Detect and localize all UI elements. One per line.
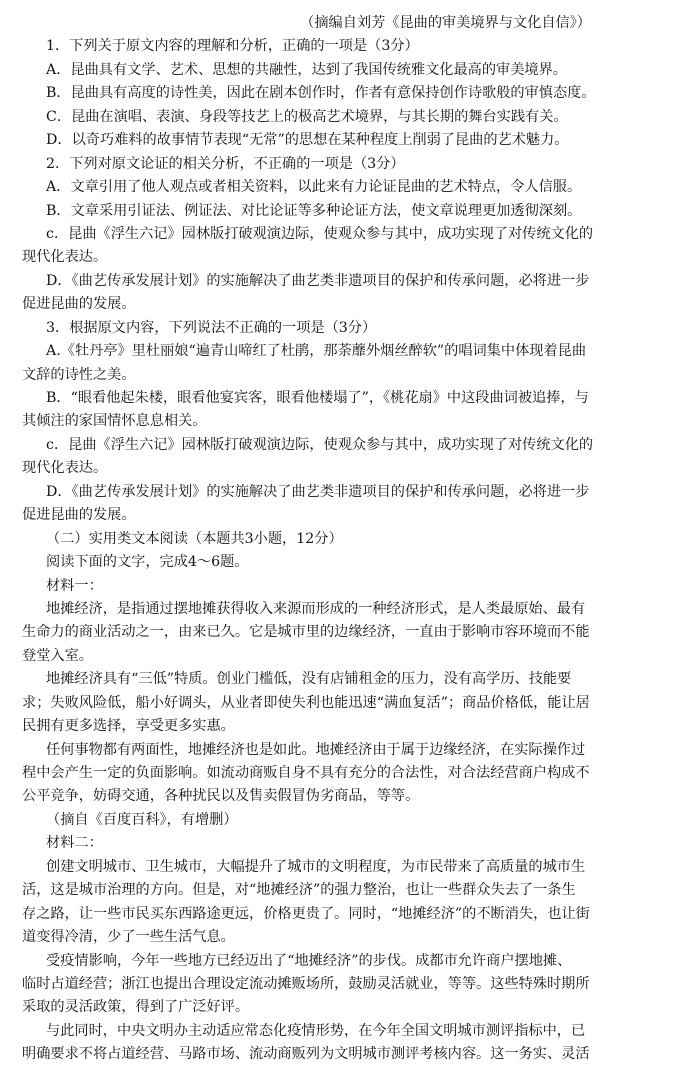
material1-p1-line3: 登堂入室。 xyxy=(22,647,93,664)
material2-p1-line1: 创建文明城市、卫生城市，大幅提升了城市的文明程度，为市民带来了高质量的城市生 xyxy=(46,858,586,875)
section2-instruction: 阅读下面的文字，完成4～6题。 xyxy=(46,554,249,571)
material1-p2-line2: 求；失败风险低，船小好调头，从业者即使失利也能迅速“满血复活”；商品价格低，能让居 xyxy=(22,694,590,711)
q3-option-b-line1: B．“眼看他起朱楼，眼看他宴宾客，眼看他楼塌了”，《桃花扇》中这段曲词被追捧，与 xyxy=(46,390,589,406)
material1-p2-line1: 地摊经济具有“三低”特质。创业门槛低，没有店铺租金的压力，没有高学历、技能要 xyxy=(46,671,572,688)
material2-label: 材料二： xyxy=(46,835,103,852)
material2-p3-line2: 明确要求不将占道经营、马路市场、流动商贩列为文明城市测评考核内容。这一务实、灵活 xyxy=(22,1046,590,1063)
material1-p2-line3: 民拥有更多选择，享受更多实惠。 xyxy=(22,718,235,735)
material1-p3-line1: 任何事物都有两面性，地摊经济也是如此。地摊经济由于属于边缘经济，在实际操作过 xyxy=(46,741,586,758)
material1-p1-line2: 生命力的商业活动之一，由来已久。它是城市里的边缘经济，一直由于影响市容环境而不能 xyxy=(22,624,590,641)
material1-p1-line1: 地摊经济，是指通过摆地摊获得收入来源而形成的一种经济形式，是人类最原始、最有 xyxy=(46,600,586,617)
q3-option-a-line1: A.《牡丹亭》里杜丽娘“遍青山啼红了杜鹃，那荼蘼外烟丝醉软”的唱词集中体现着昆曲 xyxy=(46,343,587,360)
q3-stem: 3．根据原文内容，下列说法不正确的一项是（3分） xyxy=(46,319,377,336)
q2-option-c-line1: c．昆曲《浮生六记》园林版打破观演边际，使观众参与其中，成功实现了对传统文化的 xyxy=(46,225,594,242)
q1-option-a: A．昆曲具有文学、艺术、思想的共融性，达到了我国传统雅文化最高的审美境界。 xyxy=(46,61,567,78)
q2-option-b: B．文章采用引证法、例证法、对比论证等多种论证方法，使文章说理更加透彻深刻。 xyxy=(46,202,582,219)
material1-label: 材料一： xyxy=(46,577,103,594)
q2-option-d-line2: 促进昆曲的发展。 xyxy=(22,296,136,313)
q3-option-a-line2: 文辞的诗性之美。 xyxy=(22,366,136,383)
q3-option-d-line2: 促进昆曲的发展。 xyxy=(22,507,136,524)
q1-stem: 1．下列关于原文内容的理解和分析，正确的一项是（3分） xyxy=(46,38,419,55)
q3-option-c-line2: 现代化表达。 xyxy=(22,460,108,477)
material1-p3-line3: 公平竞争，妨碍交通，各种扰民以及售卖假冒伪劣商品，等等。 xyxy=(22,788,420,805)
q1-option-c: C．昆曲在演唱、表演、身段等技艺上的极高艺术境界，与其长期的舞台实践有关。 xyxy=(46,108,568,125)
material2-p2-line3: 采取的灵活政策，得到了广泛好评。 xyxy=(22,999,250,1016)
q1-option-d: D．以奇巧难料的故事情节表现“无常”的思想在某种程度上削弱了昆曲的艺术魅力。 xyxy=(46,132,569,149)
q1-option-b: B．昆曲具有高度的诗性美，因此在剧本创作时，作者有意保持创作诗歌般的审慎态度。 xyxy=(46,85,596,102)
material2-p2-line2: 临时占道经营；浙江也提出合理设定流动摊贩场所，鼓励灵活就业，等等。这些特殊时期所 xyxy=(22,975,590,992)
section2-heading: （二）实用类文本阅读（本题共3小题，12分） xyxy=(46,530,343,547)
material2-p2-line1: 受疫情影响，今年一些地方已经迈出了“地摊经济”的步伐。成都市允许商户摆地摊、 xyxy=(46,952,572,969)
material2-p1-line4: 道变得冷清，少了一些生活气息。 xyxy=(22,929,235,946)
material1-source: （摘自《百度百科》，有增删） xyxy=(46,811,238,828)
q2-option-c-line2: 现代化表达。 xyxy=(22,249,108,266)
q2-option-d-line1: D．《曲艺传承发展计划》的实施解决了曲艺类非遗项目的保护和传承问题，必将进一步 xyxy=(46,272,590,289)
q2-option-a: A．文章引用了他人观点或者相关资料，以此来有力论证昆曲的艺术特点，令人信服。 xyxy=(46,179,582,196)
material2-p1-line2: 活，这是城市治理的方向。但是，对“地摊经济”的强力整治，也让一些群众失去了一条生 xyxy=(22,882,576,899)
material1-p3-line2: 程中会产生一定的负面影响。如流动商贩自身不具有充分的合法性，对合法经营商户构成不 xyxy=(22,765,590,781)
q3-option-b-line2: 其倾注的家国情怀息息相关。 xyxy=(22,413,207,430)
q3-option-c-line1: c．昆曲《浮生六记》园林版打破观演边际，使观众参与其中，成功实现了对传统文化的 xyxy=(46,436,594,453)
q3-option-d-line1: D．《曲艺传承发展计划》的实施解决了曲艺类非遗项目的保护和传承问题，必将进一步 xyxy=(46,483,590,500)
material2-p3-line1: 与此同时，中央文明办主动适应常态化疫情形势，在今年全国文明城市测评指标中，已 xyxy=(46,1022,586,1039)
q2-stem: 2．下列对原文论证的相关分析，不正确的一项是（3分） xyxy=(46,155,405,172)
source-note: （摘编自刘芳《昆曲的审美境界与文化自信》） xyxy=(300,15,591,31)
material2-p1-line3: 存之路，让一些市民买东西路途更远，价格更贵了。同时，“地摊经济”的不断消失，也让街 xyxy=(22,905,590,922)
